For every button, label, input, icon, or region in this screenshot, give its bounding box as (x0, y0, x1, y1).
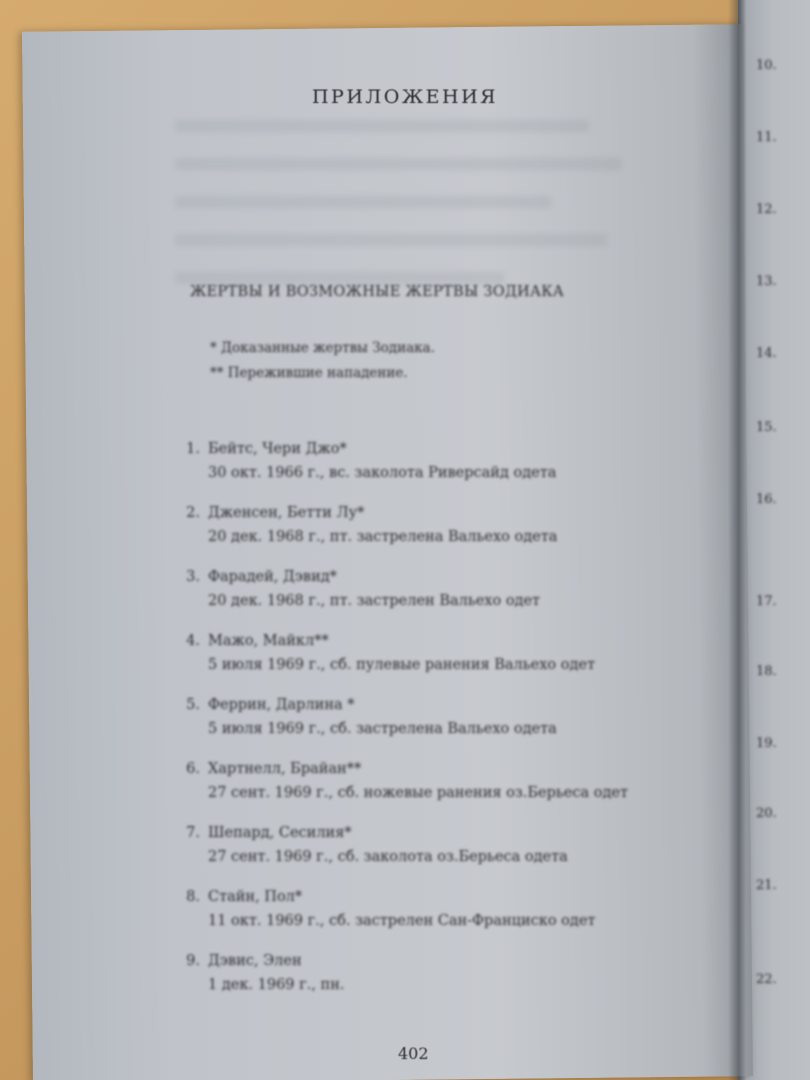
victim-detail: 5 июля 1969 г., сб. пулевые ранения Вальехо одет (208, 657, 595, 673)
victim-number: 1. (186, 441, 200, 457)
show-through-text (175, 120, 645, 310)
legend (210, 336, 435, 386)
right-page-number: 17. (756, 594, 777, 609)
right-page-number: 19. (756, 736, 777, 751)
section-title: ПРИЛОЖЕНИЯ (311, 86, 499, 108)
victim-entry (168, 629, 688, 677)
victim-name: Дэвис, Элен (208, 953, 302, 969)
victim-entry (168, 757, 638, 805)
victim-name: Шепард, Сесилия* (208, 825, 352, 841)
victim-detail: 1 дек. 1969 г., пн. (208, 977, 345, 993)
victim-detail: 11 окт. 1969 г., сб. застрелен Сан-Франциско одет (208, 913, 596, 929)
right-page-number: 15. (756, 420, 777, 435)
right-page-number: 11. (756, 130, 777, 145)
victim-detail: 30 окт. 1966 г., вс. заколота Риверсайд одета (208, 465, 557, 481)
victim-number: 8. (186, 889, 200, 905)
victim-number: 4. (186, 633, 200, 649)
victim-entry (168, 565, 688, 613)
victim-name: Фарадей, Дэвид* (208, 569, 337, 585)
victim-name: Хартнелл, Брайан** (208, 761, 362, 777)
victim-name: Бейтс, Чери Джо* (208, 441, 347, 457)
victim-entry (168, 501, 688, 549)
right-page-number: 16. (756, 492, 777, 507)
victim-detail: 20 дек. 1968 г., пт. застрелена Вальехо одета (208, 529, 558, 545)
right-page-number: 14. (756, 346, 777, 361)
victim-detail: 5 июля 1969 г., сб. застрелена Вальехо одета (208, 721, 557, 737)
right-page-number: 21. (756, 878, 777, 893)
victim-detail: 27 сент. 1969 г., сб. ножевые ранения оз.Берьеса одет (208, 785, 629, 801)
victim-name: Феррин, Дарлина * (208, 697, 355, 713)
legend-proven: * Доказанные жертвы Зодиака. (210, 340, 435, 356)
book-gutter (728, 0, 746, 1080)
right-page-number: 18. (756, 664, 777, 679)
page-number: 402 (398, 1044, 429, 1063)
list-title: ЖЕРТВЫ И ВОЗМОЖНЫЕ ЖЕРТВЫ ЗОДИАКА (190, 284, 565, 300)
victim-name: Стайн, Пол* (208, 889, 303, 905)
victim-number: 2. (186, 505, 200, 521)
legend-survived: ** Пережившие нападение. (210, 365, 408, 381)
right-page-number: 12. (756, 202, 777, 217)
victim-entry (168, 437, 688, 485)
victim-number: 3. (186, 569, 200, 585)
victim-number: 5. (186, 697, 200, 713)
right-page-number: 10. (756, 58, 777, 73)
victim-name: Дженсен, Бетти Лу* (208, 505, 365, 521)
victim-entry (168, 885, 688, 933)
right-page-number: 13. (756, 274, 777, 289)
victim-number: 9. (186, 953, 200, 969)
victim-entry (168, 949, 688, 997)
victim-detail: 20 дек. 1968 г., пт. застрелен Вальехо одет (208, 593, 541, 609)
victim-entry (168, 693, 688, 741)
victim-list (168, 437, 688, 997)
victim-number: 7. (186, 825, 200, 841)
right-page-number: 20. (756, 806, 777, 821)
right-page-number: 22. (756, 972, 777, 987)
victim-name: Мажо, Майкл** (208, 633, 329, 649)
victim-number: 6. (186, 761, 200, 777)
victim-entry (168, 821, 688, 869)
victim-detail: 27 сент. 1969 г., сб. заколота оз.Берьеса одета (208, 849, 568, 865)
